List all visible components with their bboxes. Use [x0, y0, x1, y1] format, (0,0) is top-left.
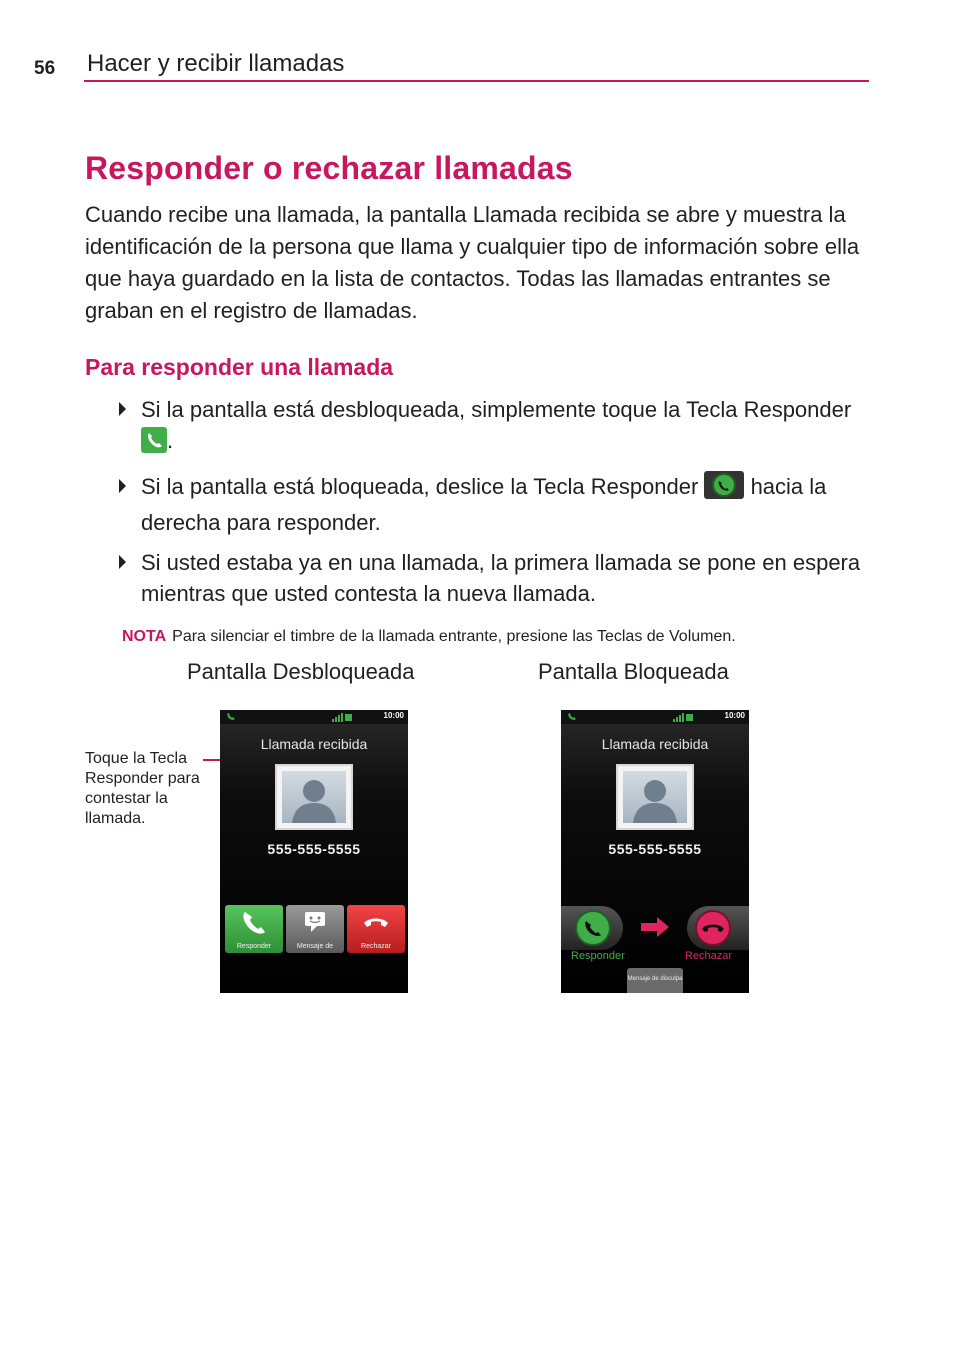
person-icon [282, 771, 346, 823]
bullet-unlocked [141, 394, 861, 461]
bullet-marker [119, 555, 126, 569]
callout-bold: Tecla Responder [85, 750, 188, 787]
header-rule [84, 80, 869, 82]
phone-status-icon [226, 712, 236, 721]
excuse-message-tab[interactable]: Mensaje de disculpa [627, 968, 683, 993]
caller-number: 555-555-5555 [267, 841, 361, 857]
note-label: NOTA [122, 628, 167, 645]
contact-avatar [275, 764, 353, 830]
reject-label: Rechazar [685, 950, 733, 962]
signal-icon [332, 712, 352, 722]
phone-screenshot-unlocked [220, 710, 408, 993]
page-number: 56 [34, 58, 56, 79]
answer-label: Responder [571, 950, 625, 962]
bullet-marker [119, 402, 126, 416]
status-bar [220, 710, 408, 724]
phone-status-icon [567, 712, 577, 721]
bullet-text-end: hacia la derecha para responder. [141, 474, 827, 535]
bullet-bold: Tecla Responder [533, 474, 699, 499]
caller-number: 555-555-5555 [608, 841, 702, 857]
subsection-title: Para responder una llamada [85, 354, 394, 380]
slide-answer-button[interactable] [561, 906, 623, 950]
status-time: 10:00 [724, 711, 745, 720]
callout-text: Toque la Tecla Responder para contestar la llamada. [85, 750, 200, 827]
person-icon [623, 771, 687, 823]
bullet-text: Si la pantalla está desbloqueada, simplemente toque la [141, 397, 687, 422]
chapter-title: Hacer y recibir llamadas [87, 50, 345, 77]
answer-key-icon [141, 427, 167, 461]
bullet-locked [141, 471, 861, 538]
note-text: Para silenciar el timbre de la llamada entrante, presione las Teclas de Volumen. [172, 628, 736, 645]
phone-screenshot-locked [561, 710, 749, 993]
arrow-right-icon [639, 916, 671, 938]
slide-reject-button[interactable] [687, 906, 749, 950]
hang-up-icon [691, 906, 735, 950]
caption-unlocked: Pantalla Desbloqueada [187, 659, 415, 684]
incoming-call-title: Llamada recibida [260, 736, 368, 752]
contact-avatar [616, 764, 694, 830]
caption-locked: Pantalla Bloqueada [538, 659, 729, 684]
bullet-text: Si usted estaba ya en una llamada, la primera llamada se pone en espera mientras que usted contesta la nueva llamada. [141, 550, 861, 606]
bullet-hold [141, 547, 861, 609]
section-title: Responder o rechazar llamadas [85, 150, 573, 186]
status-time: 10:00 [383, 711, 404, 720]
reject-button[interactable]: Rechazar [347, 905, 405, 953]
message-button[interactable]: Mensaje de [286, 905, 344, 953]
intro-paragraph: Cuando recibe una llamada, la pantalla Llamada recibida se abre y muestra la identificación de la persona que llama y cualquier tipo de información sobre ella que haya guardado en la lista de contactos. Todas las llamadas entrantes se graban en el registro de llamadas. [85, 202, 860, 323]
message-icon [300, 909, 330, 937]
bullet-text-end: . [167, 428, 174, 453]
note [122, 628, 736, 646]
answer-button[interactable]: Responder [225, 905, 283, 953]
bullet-marker [119, 479, 126, 493]
hang-up-icon [361, 909, 391, 937]
signal-icon [673, 712, 693, 722]
incoming-call-title: Llamada recibida [601, 736, 709, 752]
bullet-text: Si la pantalla está bloqueada, deslice la [141, 474, 534, 499]
bullet-bold: Tecla Responder [686, 397, 852, 422]
phone-icon [571, 906, 615, 950]
phone-icon [239, 909, 269, 937]
slide-answer-key-icon [704, 471, 744, 507]
status-bar [561, 710, 749, 724]
